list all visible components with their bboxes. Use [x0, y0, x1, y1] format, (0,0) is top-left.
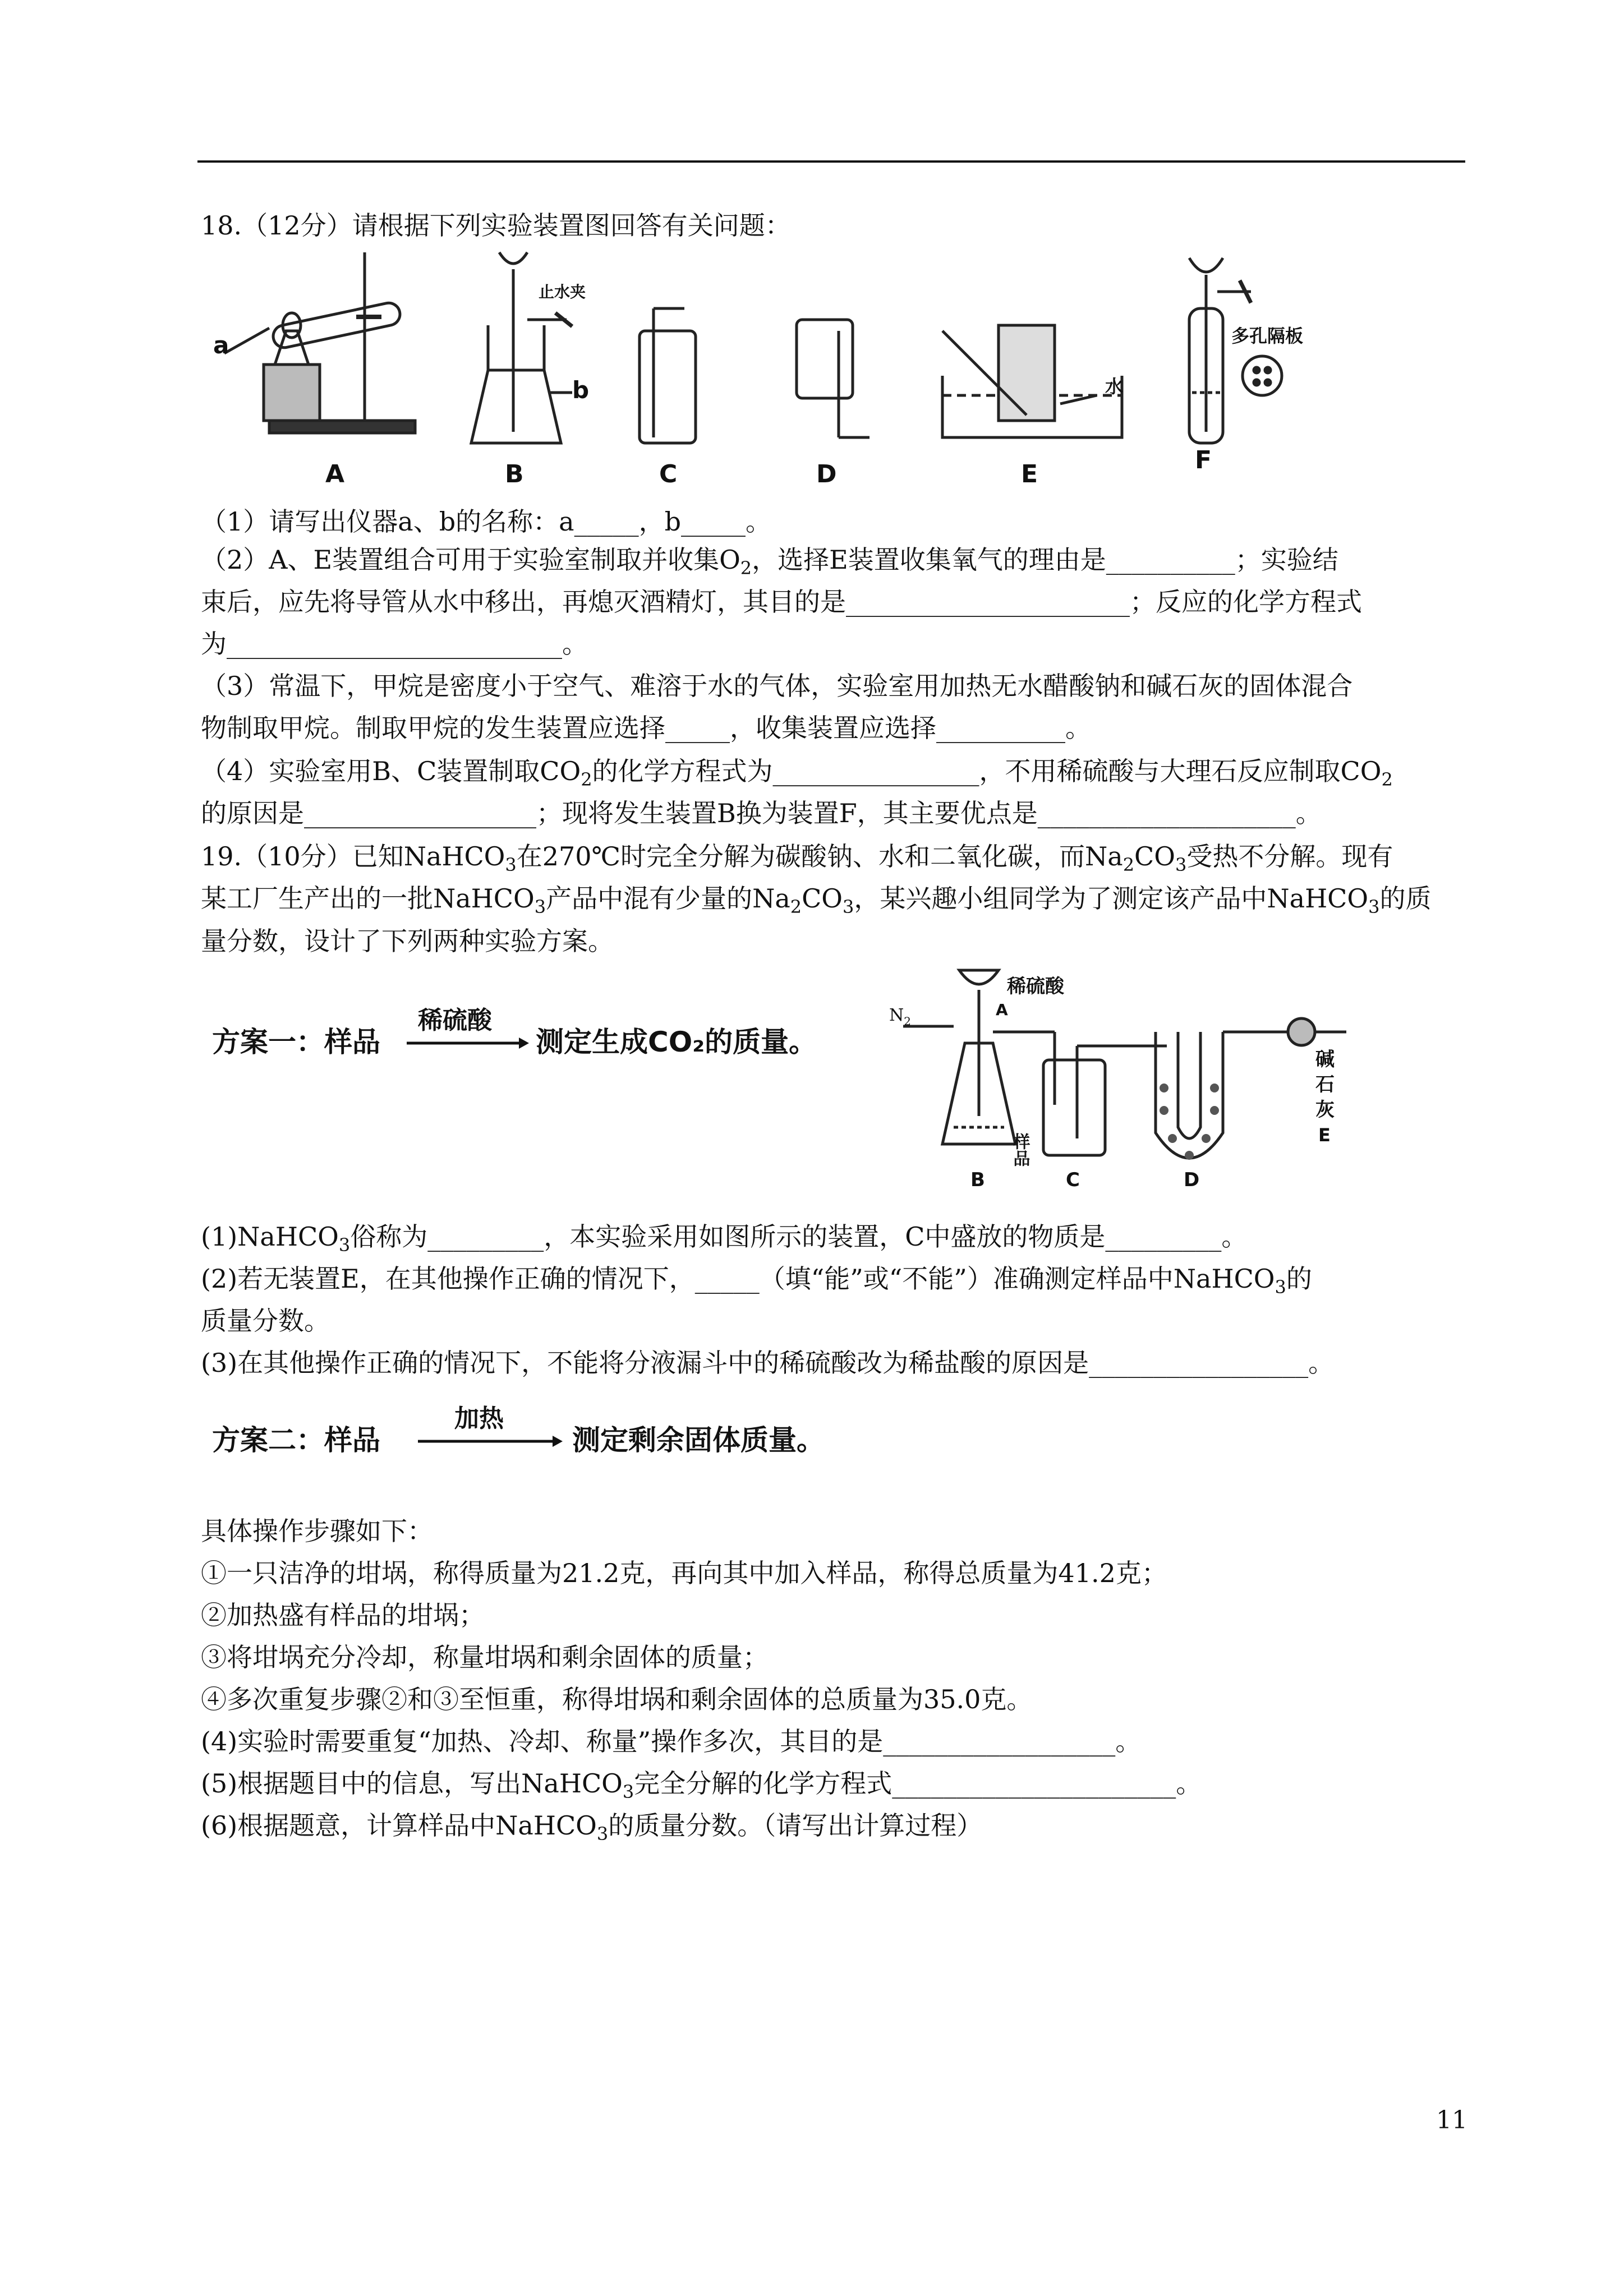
fig2-label-B: B [970, 1169, 985, 1191]
q18-apparatus-figure [213, 252, 1156, 488]
q19-intro-line1: 19.（10分）已知NaHCO$_3$在270℃时完全分解为碳酸钠、水和二氧化碳，而$Na_2CO_3$受热不分解。现有 [201, 841, 1393, 876]
apparatus-F [1178, 247, 1358, 474]
label-dilute-acid: 稀硫酸 [1007, 975, 1064, 998]
scheme1-arrow-label: 稀硫酸 [418, 1006, 492, 1035]
scheme2-prefix: 方案二：样品 [212, 1424, 380, 1456]
label-n2: $N_2$ [889, 1006, 911, 1028]
q19-apparatus-figure [886, 948, 1369, 1195]
q18-part2-line2: 束后，应先将导管从水中移出，再熄灭酒精灯，其目的是______________________；反应的化学方程式 [201, 587, 1362, 617]
q19-sub2-line2: 质量分数。 [201, 1306, 330, 1336]
fig-label-E: E [1021, 460, 1038, 488]
label-soda-1: 碱 [1315, 1048, 1335, 1071]
scheme2-arrow [418, 1433, 564, 1450]
q19-sub1: (1)NaHCO$_3$俗称为_________，本实验采用如图所示的装置，C中盛放的物质是_________。 [201, 1221, 1248, 1256]
q19-intro-line2: 某工厂生产出的一批NaHCO$_3$产品中混有少量的$Na_2CO_3$，某兴趣小组同学为了测定该产品中NaHCO$_3$的质 [201, 883, 1432, 918]
page-number: 11 [1436, 2106, 1467, 2134]
fig-label-C: C [659, 460, 678, 488]
scheme2-suffix: 测定剩余固体质量。 [572, 1424, 825, 1456]
q19-sub5: (5)根据题目中的信息，写出NaHCO$_3$完全分解的化学方程式______________________。 [201, 1768, 1202, 1803]
scheme2-arrow-label: 加热 [454, 1404, 504, 1433]
label-a: a [213, 331, 229, 359]
fig-label-F: F [1195, 446, 1212, 474]
q18-part1: （1）请写出仪器a、b的名称：a_____，b_____。 [201, 506, 772, 537]
step-1: ①一只洁净的坩埚，称得质量为21.2克，再向其中加入样品，称得总质量为41.2克； [201, 1558, 1167, 1588]
q19-sub6: (6)根据题意，计算样品中NaHCO$_3$的质量分数。（请写出计算过程） [201, 1810, 983, 1845]
label-sample: 样品 [1010, 1133, 1030, 1167]
q18-header: 18.（12分）请根据下列实验装置图回答有关问题： [201, 210, 791, 241]
step-2: ②加热盛有样品的坩埚； [201, 1600, 485, 1630]
fig2-label-C: C [1066, 1169, 1080, 1191]
q18-part4-line1: （4）实验室用B、C装置制取$CO_2$的化学方程式为________________，不用稀硫酸与大理石反应制取$CO_2$ [201, 756, 1393, 791]
q19-sub3: (3)在其他操作正确的情况下，不能将分液漏斗中的稀硫酸改为稀盐酸的原因是_________________。 [201, 1348, 1335, 1378]
label-E2: E [1318, 1124, 1331, 1146]
label-soda-3: 灰 [1315, 1099, 1335, 1121]
scheme1-arrow [407, 1035, 530, 1052]
fig-label-D: D [816, 460, 837, 488]
q19-sub2-line1: (2)若无装置E，在其他操作正确的情况下，_____（填“能”或“不能”）准确测定样品中NaHCO$_3$的 [201, 1264, 1312, 1298]
fig-label-B: B [505, 460, 524, 488]
steps-intro: 具体操作步骤如下： [201, 1516, 433, 1546]
q19-sub4: (4)实验时需要重复“加热、冷却、称量”操作多次，其目的是__________________。 [201, 1726, 1142, 1756]
label-A: A [996, 1001, 1008, 1019]
label-water: 水 [1105, 376, 1124, 397]
q18-part3-line1: （3）常温下，甲烷是密度小于空气、难溶于水的气体，实验室用加热无水醋酸钠和碱石灰的固体混合 [201, 671, 1353, 701]
label-soda-2: 石 [1315, 1073, 1335, 1096]
q18-part2-line1: （2）A、E装置组合可用于实验室制取并收集$O_2$，选择E装置收集氧气的理由是__________；实验结 [201, 545, 1338, 579]
fig-label-A: A [325, 460, 345, 488]
q18-part3-line2: 物制取甲烷。制取甲烷的发生装置应选择_____，收集装置应选择__________。 [201, 713, 1091, 743]
q19-intro-line3: 量分数，设计了下列两种实验方案。 [201, 926, 614, 956]
step-3: ③将坩埚充分冷却，称量坩埚和剩余固体的质量； [201, 1642, 769, 1672]
label-porous-plate: 多孔隔板 [1231, 325, 1304, 347]
q18-part2-line3: 为__________________________。 [201, 629, 588, 659]
scheme1-suffix: 测定生成CO₂的质量。 [536, 1026, 817, 1058]
fig2-label-D: D [1184, 1169, 1200, 1191]
scheme1-prefix: 方案一：样品 [212, 1026, 380, 1058]
label-b: b [572, 376, 590, 404]
q18-part4-line2: 的原因是__________________；现将发生装置B换为装置F，其主要优点是____________________。 [201, 798, 1322, 828]
label-stop-clip: 止水夹 [539, 283, 586, 301]
header-rule [197, 160, 1465, 163]
step-4: ④多次重复步骤②和③至恒重，称得坩埚和剩余固体的总质量为35.0克。 [201, 1684, 1033, 1714]
